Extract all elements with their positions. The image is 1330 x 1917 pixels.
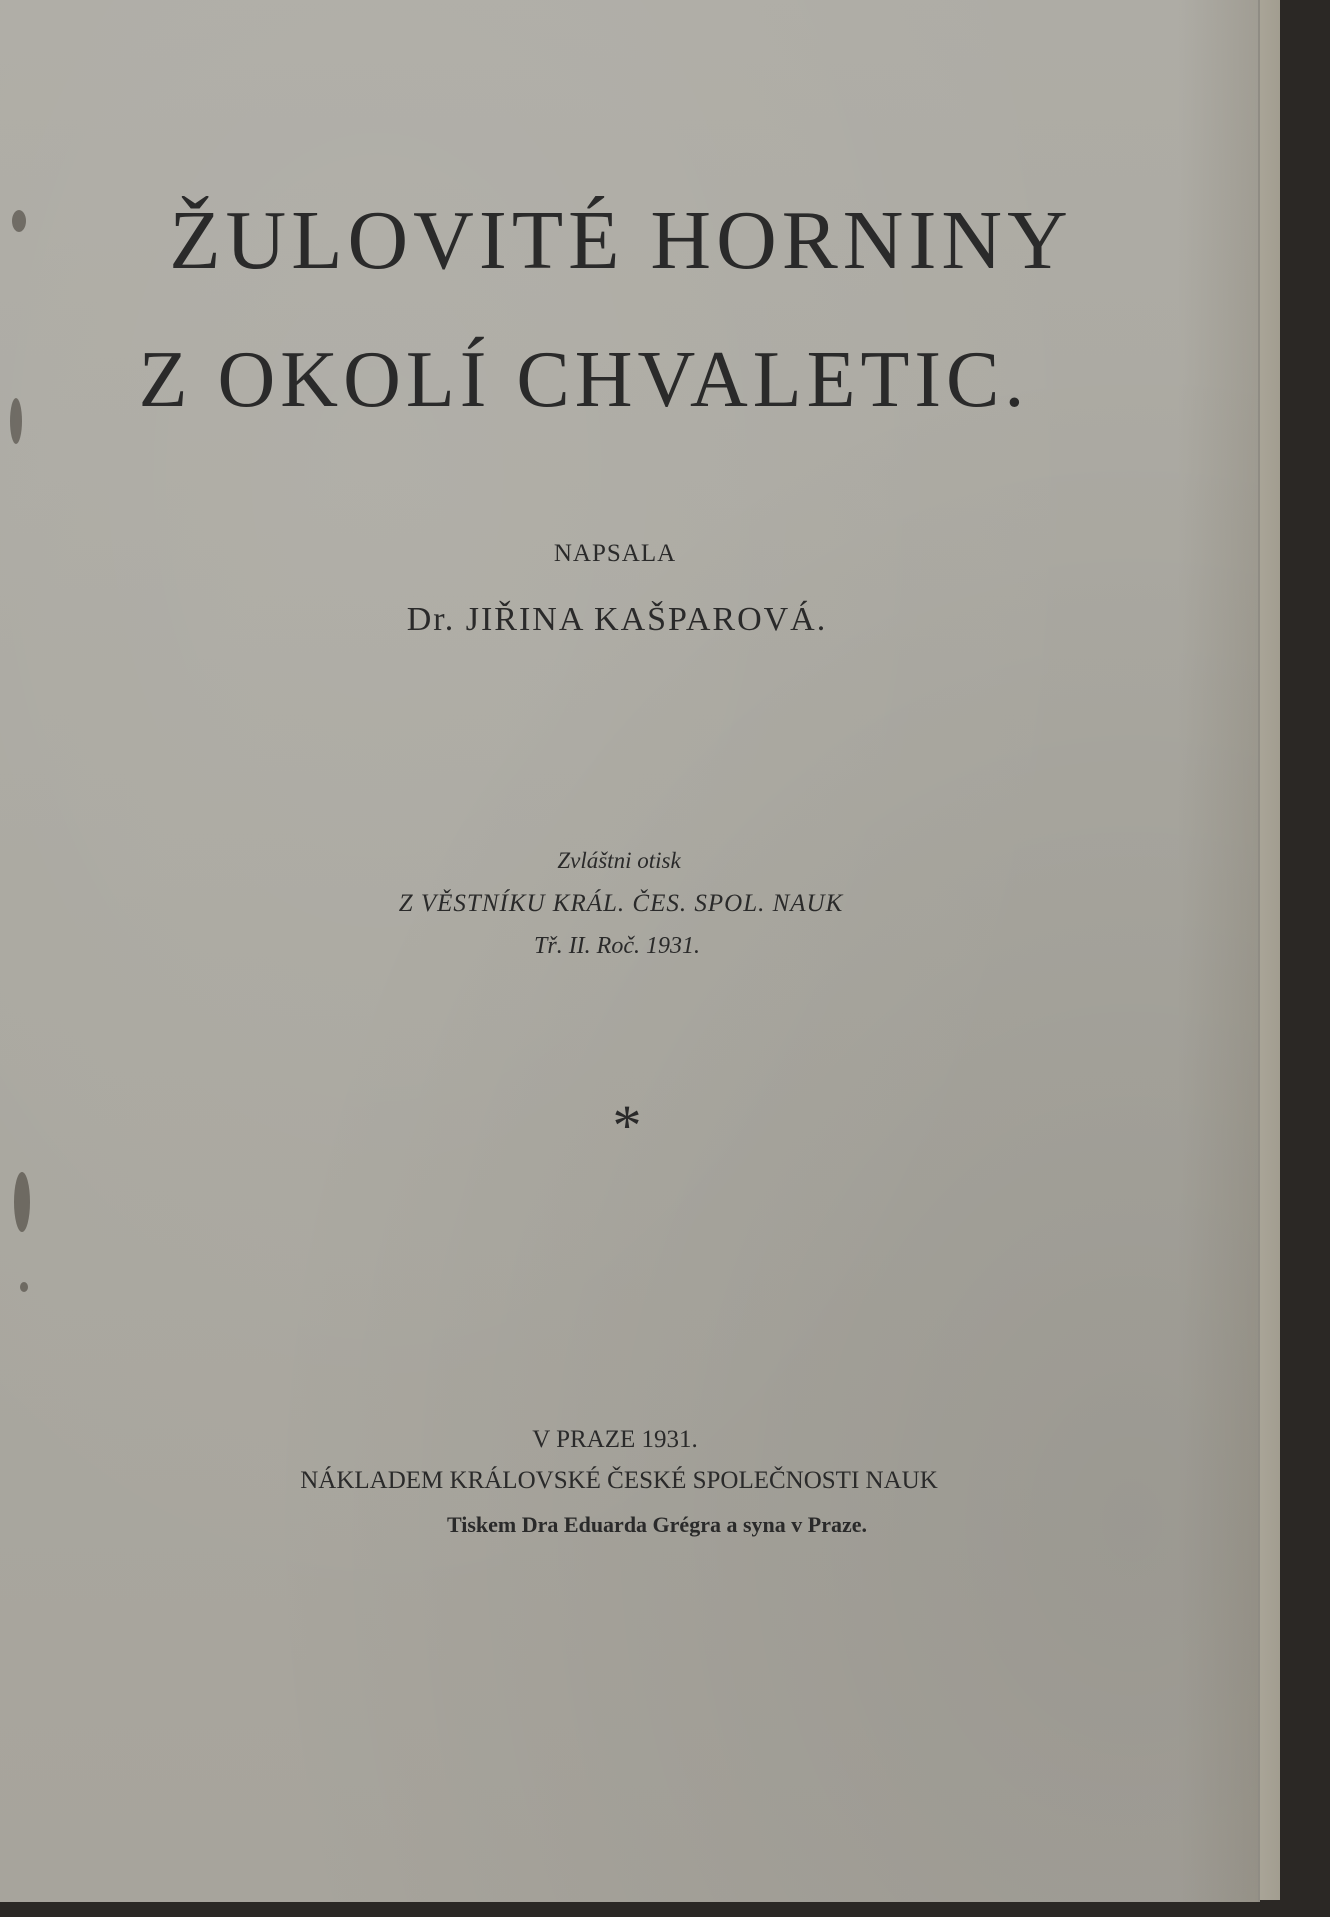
place-year: V PRAZE 1931. bbox=[532, 1426, 698, 1453]
title-line-1: ŽULOVITÉ HORNINY bbox=[169, 194, 1073, 287]
publisher: NÁKLADEM KRÁLOVSKÉ ČESKÉ SPOLEČNOSTI NAUK bbox=[300, 1467, 938, 1494]
issue-info: Tř. II. Roč. 1931. bbox=[534, 933, 700, 959]
binding-hole-mark bbox=[20, 1282, 28, 1292]
binding-hole-mark bbox=[14, 1172, 30, 1232]
journal-name: Z VĚSTNÍKU KRÁL. ČES. SPOL. NAUK bbox=[398, 890, 844, 917]
printer: Tiskem Dra Eduarda Grégra a syna v Praze. bbox=[446, 1512, 867, 1537]
byline-label: NAPSALA bbox=[553, 540, 677, 567]
offprint-label: Zvláštni otisk bbox=[557, 848, 681, 873]
asterisk-ornament: * bbox=[612, 1093, 642, 1158]
author-name: Dr. JIŘINA KAŠPAROVÁ. bbox=[406, 601, 828, 638]
title-line-2: Z OKOLÍ CHVALETIC. bbox=[138, 336, 1030, 424]
